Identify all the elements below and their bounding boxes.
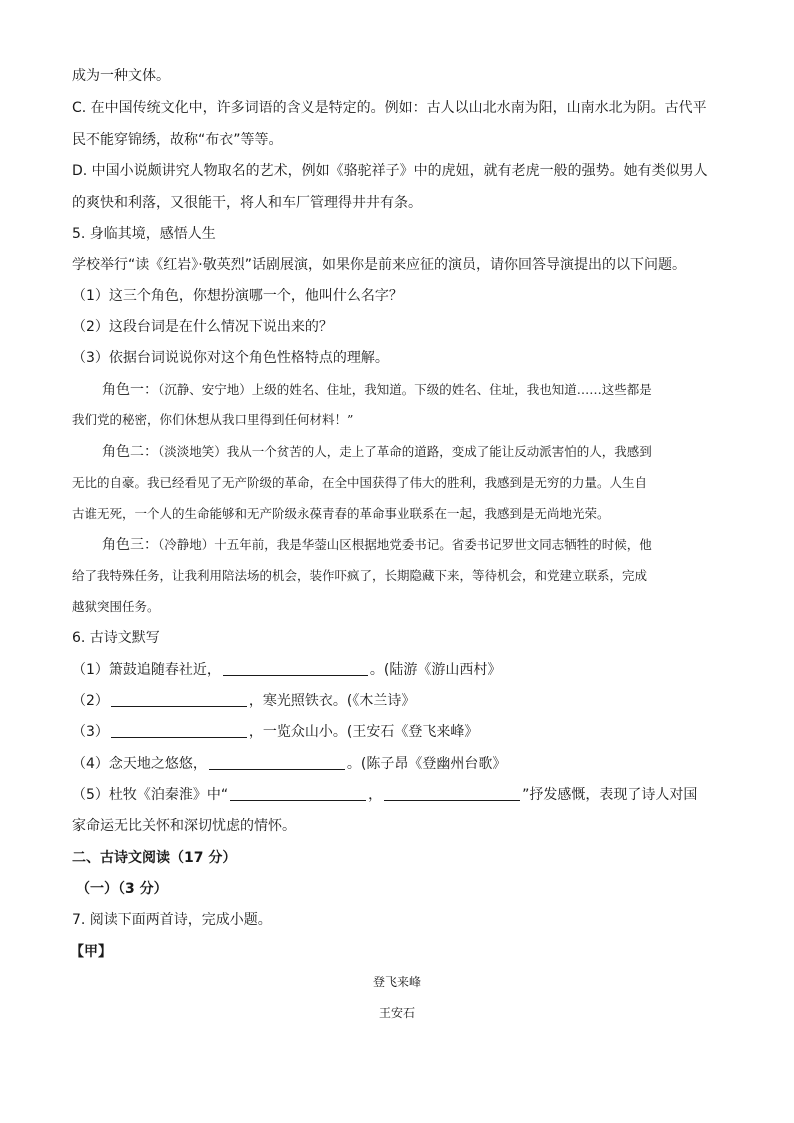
- question-5-intro: 学校举行“读《红岩》·敬英烈”话剧展演，如果你是前来应征的演员，请你回答导演提出的以下问题。: [72, 257, 686, 273]
- role-1-line-1: [102, 380, 652, 400]
- question-5-title: 5. 身临其境，感悟人生: [72, 226, 216, 242]
- section-2-sub: （一）（3 分）: [76, 881, 168, 897]
- poem-author: 王安石: [378, 1006, 415, 1020]
- text-line: 民不能穿锦绣，故称“布衣”等等。: [72, 132, 283, 148]
- answer-blank[interactable]: [230, 786, 366, 801]
- text-line: 成为一种文体。: [72, 68, 170, 84]
- role-1-text: （沉静、安宁地）上级的姓名、住址，我知道。下级的姓名、住址，我也知道……这些都是: [158, 382, 652, 397]
- recite-item-2: （2） ，寒光照铁衣。(《木兰诗》: [72, 693, 416, 709]
- role-3-label: 角色三：: [102, 537, 158, 553]
- role-2-text: （淡淡地笑）我从一个贫苦的人，走上了革命的道路，变成了能让反动派害怕的人，我感到: [158, 444, 652, 459]
- role-3-line-2: 给了我特殊任务，让我利用陪法场的机会，装作吓疯了，长期隐藏下来，等待机会，和党建立联系，完成: [72, 568, 648, 583]
- question-6-title: 6. 古诗文默写: [72, 630, 160, 646]
- recite-item-3: （3） ，一览众山小。(王安石《登飞来峰》: [72, 724, 479, 740]
- role-2-line-1: [102, 442, 652, 462]
- role-1-label: 角色一：: [102, 382, 158, 398]
- role-1-line-2: 我们党的秘密，你们休想从我口里得到任何材料！”: [72, 412, 354, 427]
- question-5-sub-1: （1）这三个角色，你想扮演哪一个，他叫什么名字？: [72, 288, 403, 304]
- poem-title: 登飞来峰: [372, 975, 421, 989]
- answer-blank[interactable]: [209, 755, 345, 770]
- question-7: 7. 阅读下面两首诗，完成小题。: [72, 912, 272, 928]
- answer-blank[interactable]: [384, 786, 520, 801]
- recite-item-5: （5）杜牧《泊秦淮》中“ ， ”抒发感慨，表现了诗人对国: [72, 787, 698, 803]
- option-d-text: D. 中国小说颇讲究人物取名的艺术，例如《骆驼祥子》中的虎妞，就有老虎一般的强势。她有类似男人: [72, 163, 708, 179]
- role-2-label: 角色二：: [102, 444, 158, 460]
- answer-blank[interactable]: [111, 723, 247, 738]
- question-5-sub-2: （2）这段台词是在什么情况下说出来的？: [72, 319, 333, 335]
- recite-item-4: （4）念天地之悠悠， 。(陈子昂《登幽州台歌》: [72, 756, 507, 772]
- text-line: 的爽快和利落，又很能干，将人和车厂管理得井井有条。: [72, 195, 422, 211]
- section-2-title: 二、古诗文阅读（17 分）: [72, 850, 237, 866]
- role-2-line-2: 无比的自豪。我已经看见了无产阶级的革命，在全中国获得了伟大的胜利，我感到是无穷的力量。人生自: [72, 475, 648, 490]
- poem-jia-marker: 【甲】: [70, 944, 112, 960]
- role-2-line-3: 古谁无死，一个人的生命能够和无产阶级永葆青春的革命事业联系在一起，我感到是无尚地光荣。: [72, 506, 610, 521]
- option-c-text: C. 在中国传统文化中，许多词语的含义是特定的。例如：古人以山北水南为阳，山南水北为阴。古代平: [72, 100, 707, 116]
- role-3-text: （冷静地）十五年前，我是华蓥山区根据地党委书记。省委书记罗世文同志牺牲的时候，他: [158, 537, 652, 552]
- question-5-sub-3: （3）依据台词说说你对这个角色性格特点的理解。: [72, 350, 389, 366]
- role-3-line-1: [102, 535, 652, 555]
- recite-item-5-cont: 家命运无比关怀和深切忧虑的情怀。: [72, 818, 296, 834]
- role-3-line-3: 越狱突围任务。: [72, 599, 160, 614]
- recite-item-1: （1）箫鼓追随春社近， 。(陆游《游山西村》: [72, 662, 502, 678]
- answer-blank[interactable]: [111, 692, 247, 707]
- answer-blank[interactable]: [223, 661, 368, 676]
